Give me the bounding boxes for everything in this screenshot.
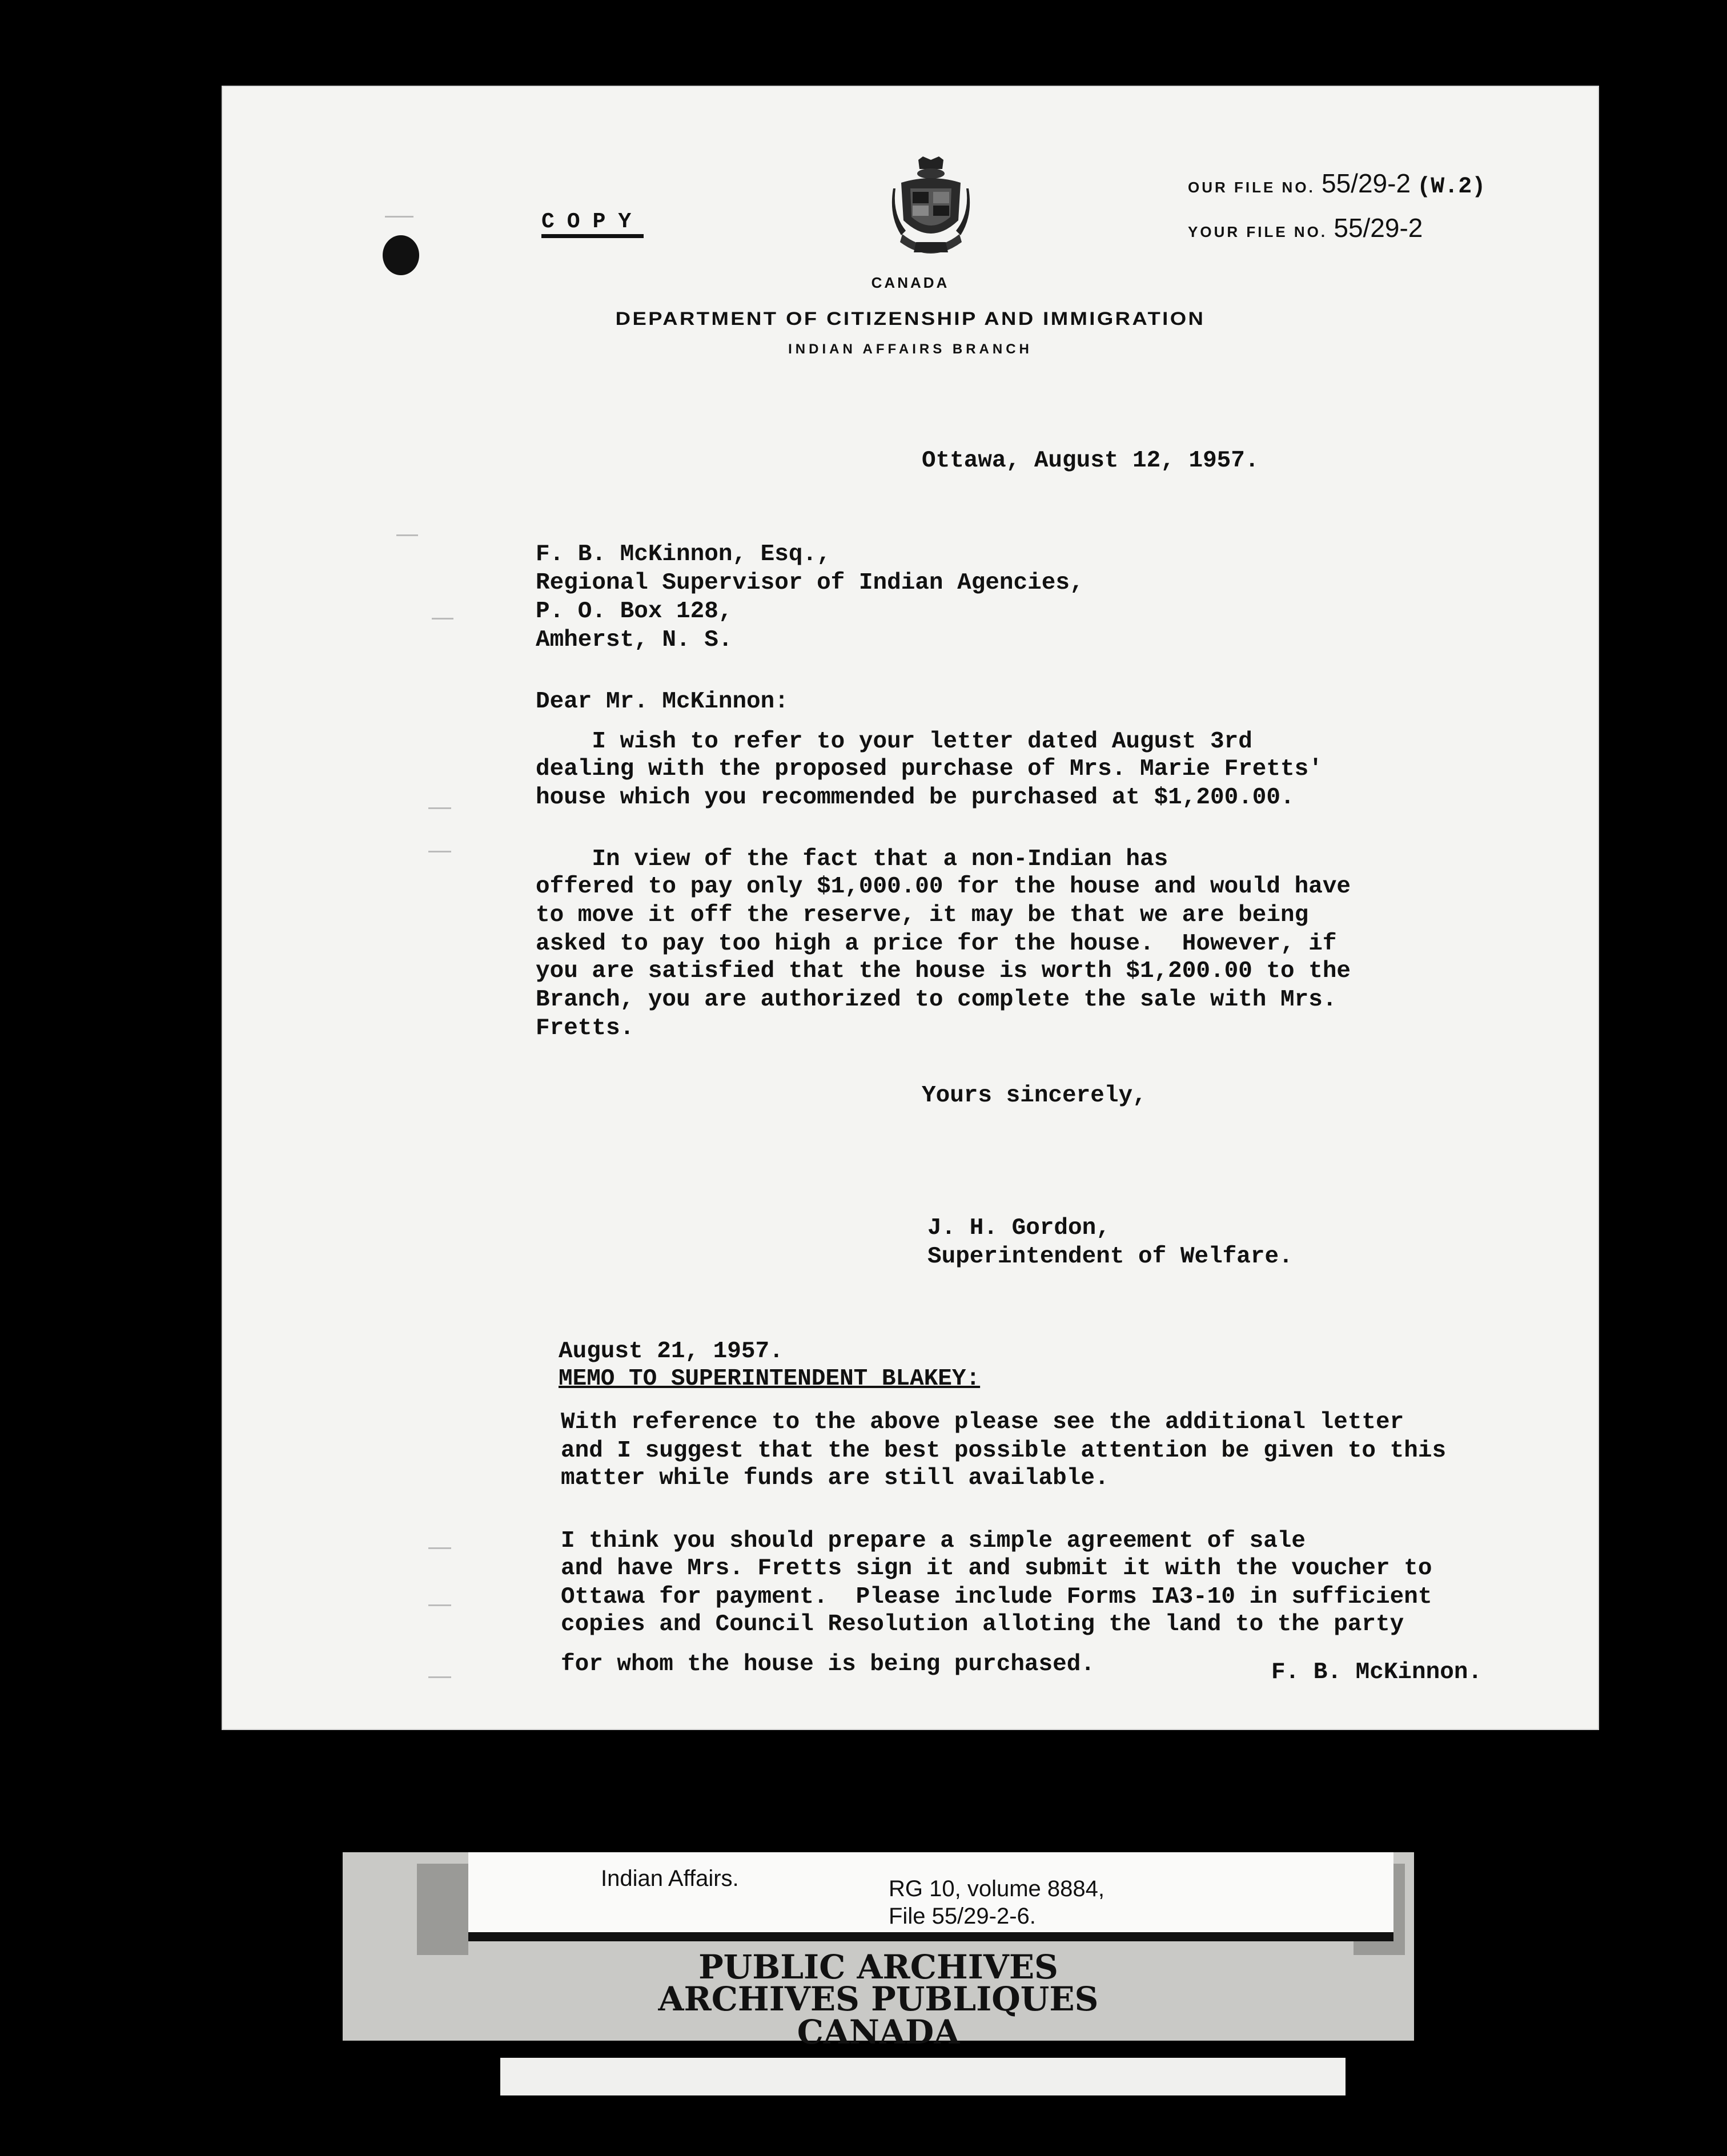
your-file-number (1188, 212, 1423, 243)
text-line: and I suggest that the best possible attention be given to this (561, 1438, 1447, 1464)
memo-heading: MEMO TO SUPERINTENDENT BLAKEY: (559, 1366, 981, 1392)
reference-line: RG 10, volume 8884, (889, 1876, 1105, 1901)
ink-blot (383, 235, 419, 275)
memo-date: August 21, 1957. (559, 1338, 784, 1365)
margin-mark (428, 851, 451, 852)
text-line: In view of the fact that a non-Indian has (536, 846, 1168, 872)
letterhead-branch: INDIAN AFFAIRS BRANCH (788, 341, 1033, 357)
archive-stamp-line: PUBLIC ARCHIVES (698, 1948, 1058, 1986)
our-file-number (1188, 168, 1485, 200)
letter-date: Ottawa, August 12, 1957. (922, 448, 1259, 474)
letterhead-country: CANADA (871, 274, 950, 291)
text-line: I think you should prepare a simple agreement of sale (561, 1528, 1306, 1554)
collection-name: Indian Affairs. (601, 1866, 739, 1891)
margin-mark (428, 1547, 451, 1549)
text-line: you are satisfied that the house is worth $1,200.00 to the (536, 958, 1351, 984)
our-file-suffix: (W.2) (1417, 174, 1486, 200)
text-line: Ottawa for payment. Please include Forms IA3-10 in sufficient (561, 1584, 1432, 1610)
document-page (222, 86, 1599, 1730)
margin-mark (428, 807, 451, 809)
archive-stamp-line: CANADA (797, 2013, 960, 2052)
signature-name: J. H. Gordon, (927, 1215, 1110, 1241)
letter-closing: Yours sincerely, (922, 1083, 1147, 1109)
our-file-value: 55/29-2 (1322, 168, 1411, 198)
text-line: I wish to refer to your letter dated August 3rd (536, 729, 1252, 755)
text-line: dealing with the proposed purchase of Mrs. Marie Fretts' (536, 756, 1323, 782)
text-line: for whom the house is being purchased. (561, 1651, 1095, 1678)
coat-of-arms-icon (891, 156, 971, 263)
your-file-value: 55/29-2 (1334, 213, 1423, 243)
signature-title: Superintendent of Welfare. (927, 1244, 1293, 1270)
archive-reference-card (468, 1852, 1393, 1941)
salutation: Dear Mr. McKinnon: (536, 689, 789, 715)
text-line: to move it off the reserve, it may be that we are being (536, 902, 1309, 928)
letterhead-department: DEPARTMENT OF CITIZENSHIP AND IMMIGRATION (615, 308, 1206, 329)
memo-signature: F. B. McKinnon. (1271, 1659, 1483, 1686)
margin-mark (428, 1604, 451, 1606)
copy-mark: COPY (541, 211, 644, 238)
text-line: matter while funds are still available. (561, 1465, 1109, 1491)
reference-line: File 55/29-2-6. (889, 1904, 1036, 1929)
margin-mark (432, 618, 453, 620)
text-line: copies and Council Resolution alloting the land to the party (561, 1611, 1404, 1638)
address-line: F. B. McKinnon, Esq., (536, 541, 831, 568)
text-line: house which you recommended be purchased at $1,200.00. (536, 785, 1295, 811)
text-line: Branch, you are authorized to complete the sale with Mrs. (536, 987, 1337, 1013)
address-line: P. O. Box 128, (536, 598, 733, 625)
archive-stamp-line: ARCHIVES PUBLIQUES (658, 1980, 1099, 2018)
margin-mark (385, 216, 413, 218)
text-line: Fretts. (536, 1015, 634, 1041)
your-file-label: YOUR FILE NO. (1188, 223, 1328, 240)
margin-mark (428, 1676, 451, 1678)
address-line: Regional Supervisor of Indian Agencies, (536, 570, 1084, 596)
text-line: and have Mrs. Fretts sign it and submit it with the voucher to (561, 1555, 1432, 1582)
text-line: offered to pay only $1,000.00 for the house and would have (536, 874, 1351, 900)
address-line: Amherst, N. S. (536, 627, 733, 653)
text-line: asked to pay too high a price for the house. However, if (536, 931, 1337, 957)
margin-mark (396, 534, 418, 536)
label-bottom-strip (500, 2058, 1346, 2095)
label-tab (417, 1864, 468, 1955)
text-line: With reference to the above please see the additional letter (561, 1409, 1404, 1435)
our-file-label: OUR FILE NO. (1188, 179, 1315, 196)
